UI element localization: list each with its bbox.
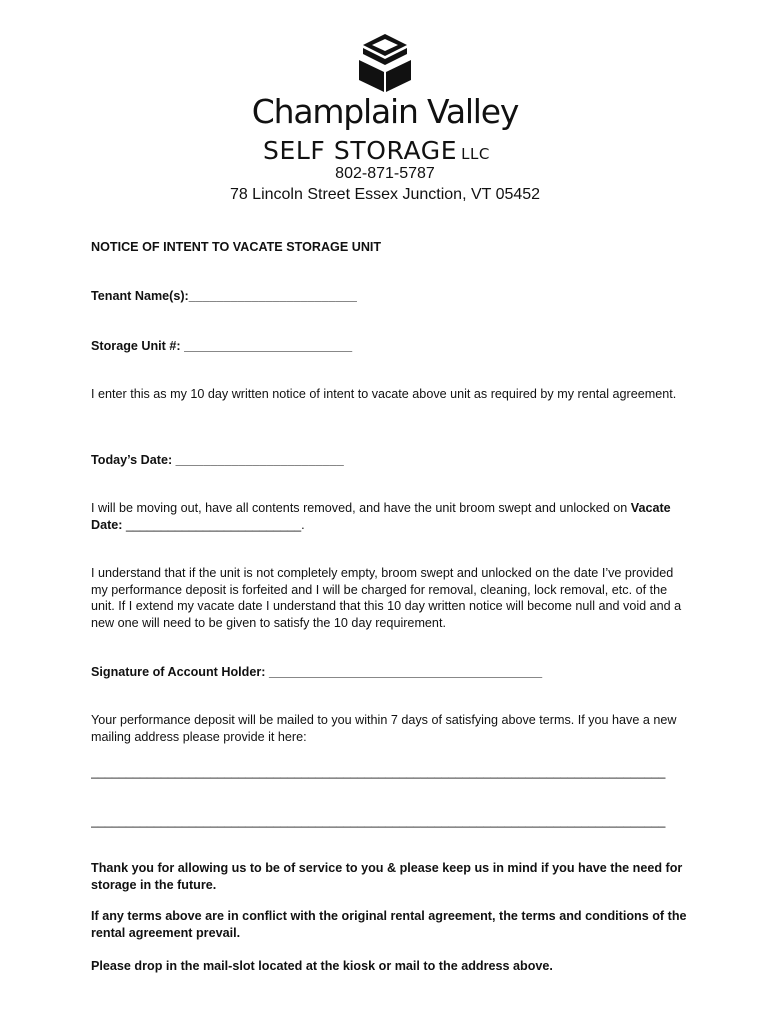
storage-box-icon xyxy=(355,32,415,94)
company-phone: 802-871-5787 xyxy=(335,165,435,182)
moving-out-text: I will be moving out, have all contents removed, and have the unit broom swept and unlocked on xyxy=(91,501,628,515)
company-name: Champlain Valley xyxy=(251,92,519,131)
company-suffix: LLC xyxy=(461,145,490,163)
mailing-address-line-2[interactable]: __________________________________________________________________________________ xyxy=(91,814,666,828)
signature-field[interactable]: Signature of Account Holder: _______________________________________ xyxy=(91,665,543,679)
todays-date-field[interactable]: Today’s Date: ________________________ xyxy=(91,453,344,467)
tenant-name-field[interactable]: Tenant Name(s):________________________ xyxy=(91,289,357,303)
company-subtitle-text: SELF STORAGE xyxy=(263,136,458,165)
company-address: 78 Lincoln Street Essex Junction, VT 05452 xyxy=(229,186,541,203)
moving-out-statement xyxy=(91,500,689,533)
mailing-address-line-1[interactable]: __________________________________________________________________________________ xyxy=(91,765,666,779)
terms-conflict-note: If any terms above are in conflict with the original rental agreement, the terms and conditions of the rental agreement prevail. xyxy=(91,909,687,940)
understanding-statement: I understand that if the unit is not completely empty, broom swept and unlocked on the date I’ve provided my performance deposit is forfeited and I will be charged for removal, cleaning, lock removal, etc. of the unit. If I extend my vacate date I understand that this 10 day written notice will become null and void and a new one will need to be given to satisfy the 10 day requirement. xyxy=(91,566,682,630)
storage-unit-field[interactable]: Storage Unit #: ________________________ xyxy=(91,339,353,353)
deposit-statement: Your performance deposit will be mailed to you within 7 days of satisfying above terms. If you have a new mailing address please provide it here: xyxy=(91,713,677,744)
vacate-date-label: Vacate Date: xyxy=(91,501,671,532)
vacate-date-field[interactable]: _________________________. xyxy=(122,517,305,532)
thank-you-note: Thank you for allowing us to be of service to you & please keep us in mind if you have the need for storage in the future. xyxy=(91,861,683,892)
drop-off-instructions: Please drop in the mail-slot located at the kiosk or mail to the address above. xyxy=(91,959,553,973)
form-title: NOTICE OF INTENT TO VACATE STORAGE UNIT xyxy=(91,240,382,254)
company-subtitle xyxy=(263,136,490,165)
notice-statement: I enter this as my 10 day written notice of intent to vacate above unit as required by my rental agreement. xyxy=(91,387,677,401)
